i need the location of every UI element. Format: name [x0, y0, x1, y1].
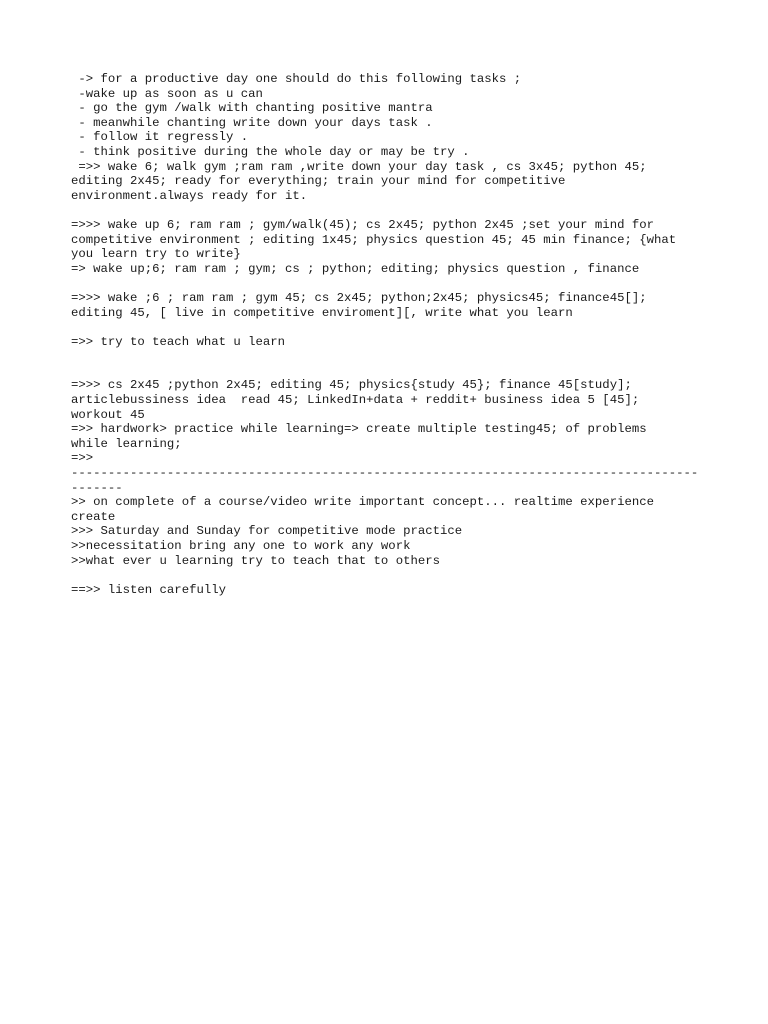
separator-line: -------	[71, 480, 123, 495]
text-line: >>what ever u learning try to teach that to others	[71, 553, 440, 568]
document-text	[71, 72, 711, 597]
text-line: -wake up as soon as u can	[71, 86, 263, 101]
text-line: >>> Saturday and Sunday for competitive mode practice	[71, 524, 463, 539]
text-line: workout 45	[71, 407, 145, 422]
text-line: while learning;	[71, 436, 182, 451]
text-line: =>>	[71, 451, 94, 466]
text-line: editing 2x45; ready for everything; train your mind for competitive	[71, 174, 566, 189]
text-line: =>> try to teach what u learn	[71, 334, 286, 349]
text-line: editing 45, [ live in competitive enviroment][, write what you learn	[71, 305, 573, 320]
separator-line: -------------------------------------------------------------------------------------	[71, 466, 699, 481]
text-line: =>>> wake ;6 ; ram ram ; gym 45; cs 2x45; python;2x45; physics45; finance45[];	[71, 290, 647, 305]
blank-line	[71, 203, 711, 218]
text-line: >>necessitation bring any one to work any work	[71, 539, 411, 553]
text-line: competitive environment ; editing 1x45; physics question 45; 45 min finance; {what	[71, 232, 677, 247]
text-line: =>> hardwork> practice while learning=> create multiple testing45; of problems	[71, 422, 647, 437]
text-line: - follow it regressly .	[71, 130, 249, 145]
text-line: create	[71, 509, 116, 524]
text-line: =>>> wake up 6; ram ram ; gym/walk(45); cs 2x45; python 2x45 ;set your mind for	[71, 217, 654, 232]
text-line: -> for a productive day one should do this following tasks ;	[71, 72, 522, 86]
text-line: ==>> listen carefully	[71, 582, 226, 597]
blank-line	[71, 364, 711, 379]
text-line: >> on complete of a course/video write important concept... realtime experience	[71, 495, 654, 510]
blank-line	[71, 276, 711, 291]
blank-line	[71, 568, 711, 583]
text-line: - go the gym /walk with chanting positive mantra	[71, 101, 433, 116]
text-line: articlebussiness idea read 45; LinkedIn+data + reddit+ business idea 5 [45];	[71, 393, 640, 408]
text-line: =>>> cs 2x45 ;python 2x45; editing 45; physics{study 45}; finance 45[study];	[71, 378, 632, 393]
blank-line	[71, 320, 711, 335]
text-line: environment.always ready for it.	[71, 188, 308, 203]
text-line: - think positive during the whole day or may be try .	[71, 144, 470, 159]
blank-line	[71, 349, 711, 364]
text-line: =>> wake 6; walk gym ;ram ram ,write down your day task , cs 3x45; python 45;	[71, 159, 647, 174]
text-line: => wake up;6; ram ram ; gym; cs ; python; editing; physics question , finance	[71, 261, 640, 276]
text-line: - meanwhile chanting write down your days task .	[71, 115, 433, 130]
text-line: you learn try to write}	[71, 247, 241, 262]
